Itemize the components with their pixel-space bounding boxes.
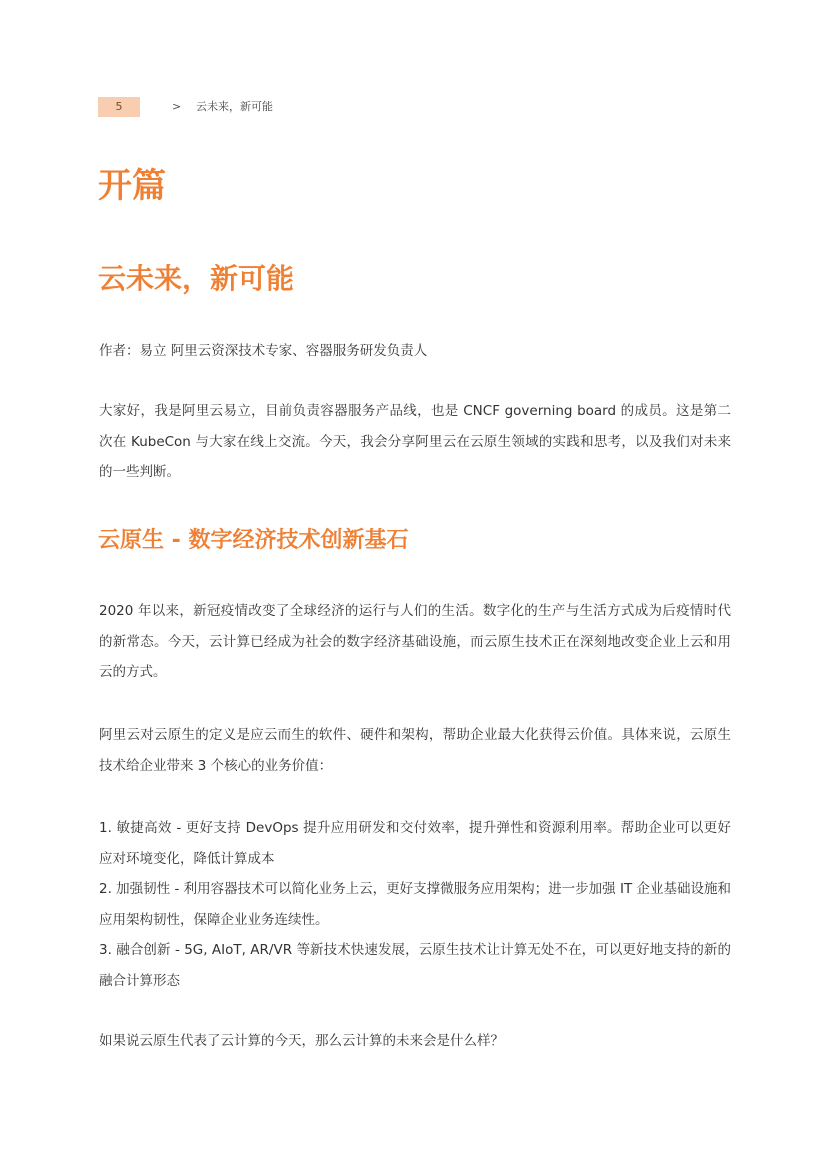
paragraph-3: 阿里云对云原生的定义是应云而生的软件、硬件和架构，帮助企业最大化获得云价值。具体来说，云原生技术给企业带来 3 个核心的业务价值：	[99, 727, 731, 774]
paragraph-4: 如果说云原生代表了云计算的今天，那么云计算的未来会是什么样？	[99, 1033, 504, 1049]
author-line: 作者：易立 阿里云资深技术专家、容器服务研发负责人	[99, 343, 428, 359]
list-item: 3. 融合创新 - 5G, AIoT, AR/VR 等新技术快速发展，云原生技术让计算无处不在，可以更好地支持的新的融合计算形态	[99, 942, 731, 989]
list-item: 2. 加强韧性 - 利用容器技术可以简化业务上云，更好支撑微服务应用架构；进一步加强 IT 企业基础设施和应用架构韧性，保障企业业务连续性。	[99, 881, 731, 928]
chapter-title: 云未来，新可能	[98, 262, 295, 295]
section-title: 云原生 - 数字经济技术创新基石	[98, 528, 409, 553]
list-item: 1. 敏捷高效 - 更好支持 DevOps 提升应用研发和交付效率，提升弹性和资源利用率。帮助企业可以更好应对环境变化，降低计算成本	[99, 820, 731, 867]
part-title: 开篇	[98, 166, 166, 206]
intro-paragraph: 大家好，我是阿里云易立，目前负责容器服务产品线，也是 CNCF governing board 的成员。这是第二次在 KubeCon 与大家在线上交流。今天，我会分享阿里云在云原生领域的实践和思考，以及我们对未来的一些判断。	[99, 403, 731, 480]
breadcrumb-separator: >	[172, 100, 182, 113]
value-list	[99, 813, 731, 996]
paragraph-2: 2020 年以来，新冠疫情改变了全球经济的运行与人们的生活。数字化的生产与生活方式成为后疫情时代的新常态。今天，云计算已经成为社会的数字经济基础设施，而云原生技术正在深刻地改变企业上云和用云的方式。	[99, 603, 731, 680]
breadcrumb: 云未来，新可能	[196, 100, 273, 113]
page-number-badge: 5	[98, 97, 140, 117]
